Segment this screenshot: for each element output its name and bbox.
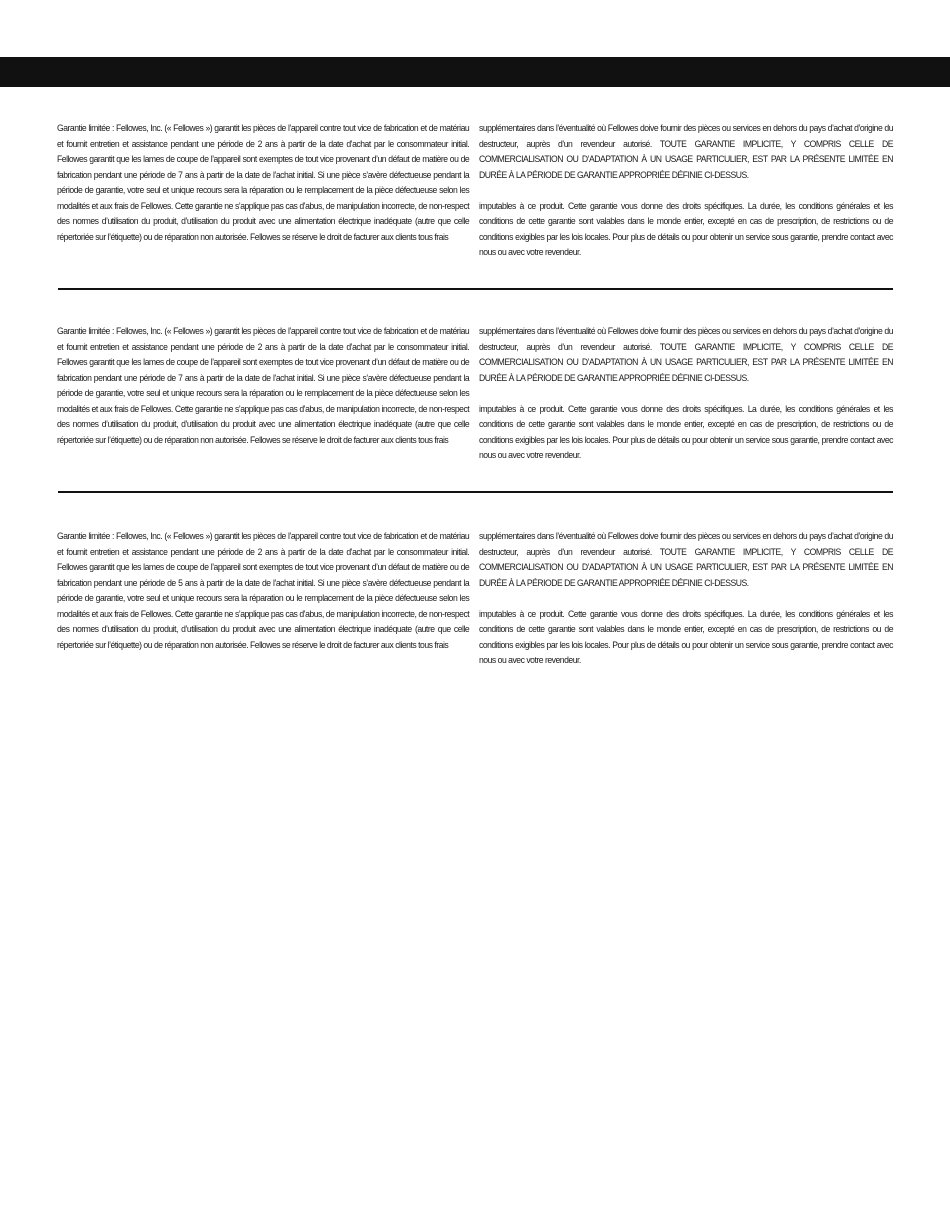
warranty-disclaimer: supplémentaires dans l’éventualité où Fellowes doive fournir des pièces ou services en dehors du pays d’achat d’origine du destructeur, auprès d’un revendeur autorisé. TOUTE GARANTIE IMPLICITE, Y COMPRIS CELLE DE COMMERCIALISATION OU D’ADAPTATION À UN USAGE PARTICULIER, EST PAR LA PRÉSENTE LIMITÉE EN DURÉE À LA PÉRIODE DE GARANTIE APPROPRIÉE DÉFINIE CI-DESSUS. [479, 326, 893, 384]
warranty-section-3 [57, 529, 893, 689]
warranty-rights: imputables à ce produit. Cette garantie vous donne des droits spécifiques. La durée, les conditions générales et les conditions de cette garantie sont valables dans le monde entier, excepté en cas de prescription, de restrictions ou de conditions exigibles par les lois locales. Pour plus de détails ou pour obtenir un service sous garantie, prendre contact avec nous ou avec votre revendeur. [479, 403, 893, 461]
warranty-section-2 [57, 324, 893, 484]
warranty-section-1 [57, 121, 893, 281]
warranty-left-column [57, 121, 469, 245]
warranty-rights: imputables à ce produit. Cette garantie vous donne des droits spécifiques. La durée, les conditions générales et les conditions de cette garantie sont valables dans le monde entier, excepté en cas de prescription, de restrictions ou de conditions exigibles par les lois locales. Pour plus de détails ou pour obtenir un service sous garantie, prendre contact avec nous ou avec votre revendeur. [479, 608, 893, 666]
warranty-paragraph: Garantie limitée : Fellowes, Inc. (« Fellowes ») garantit les pièces de l’appareil contre tout vice de fabrication et de matériau et fournit entretien et assistance pendant une période de 2 ans à partir de la date d’achat par le consommateur initial. Fellowes garantit que les lames de coupe de l’appareil sont exemptes de tout vice provenant d’un défaut de matière ou de fabrication pendant une période de 7 ans à partir de la date de l’achat initial. Si une pièce s’avère défectueuse pendant la période de garantie, votre seul et unique recours sera la réparation ou le remplacement de la pièce défectueuse selon les modalités et aux frais de Fellowes. Cette garantie ne s’applique pas cas d’abus, de manipulation incorrecte, de non-respect des normes d’utilisation du produit, d’utilisation du produit avec une alimentation électrique inadéquate (autre que celle répertoriée sur l’étiquette) ou de réparation non autorisée. Fellowes se réserve le droit de facturer aux clients tous frais [57, 326, 470, 446]
warranty-paragraph: Garantie limitée : Fellowes, Inc. (« Fellowes ») garantit les pièces de l’appareil contre tout vice de fabrication et de matériau et fournit entretien et assistance pendant une période de 2 ans à partir de la date d’achat par le consommateur initial. Fellowes garantit que les lames de coupe de l’appareil sont exemptes de tout vice provenant d’un défaut de matière ou de fabrication pendant une période de 5 ans à partir de la date de l’achat initial. Si une pièce s’avère défectueuse pendant la période de garantie, votre seul et unique recours sera la réparation ou le remplacement de la pièce défectueuse selon les modalités et aux frais de Fellowes. Cette garantie ne s’applique pas cas d’abus, de manipulation incorrecte, de non-respect des normes d’utilisation du produit, d’utilisation du produit avec une alimentation électrique inadéquate (autre que celle répertoriée sur l’étiquette) ou de réparation non autorisée. Fellowes se réserve le droit de facturer aux clients tous frais [57, 531, 470, 651]
warranty-right-column [479, 324, 893, 464]
warranty-right-column [479, 529, 893, 669]
warranty-rights: imputables à ce produit. Cette garantie vous donne des droits spécifiques. La durée, les conditions générales et les conditions de cette garantie sont valables dans le monde entier, excepté en cas de prescription, de restrictions ou de conditions exigibles par les lois locales. Pour plus de détails ou pour obtenir un service sous garantie, prendre contact avec nous ou avec votre revendeur. [479, 200, 893, 258]
warranty-left-column [57, 529, 469, 653]
header-bar [0, 57, 950, 87]
section-divider [58, 288, 893, 290]
warranty-disclaimer: supplémentaires dans l’éventualité où Fellowes doive fournir des pièces ou services en dehors du pays d’achat d’origine du destructeur, auprès d’un revendeur autorisé. TOUTE GARANTIE IMPLICITE, Y COMPRIS CELLE DE COMMERCIALISATION OU D’ADAPTATION À UN USAGE PARTICULIER, EST PAR LA PRÉSENTE LIMITÉE EN DURÉE À LA PÉRIODE DE GARANTIE APPROPRIÉE DÉFINIE CI-DESSUS. [479, 531, 893, 589]
warranty-paragraph: Garantie limitée : Fellowes, Inc. (« Fellowes ») garantit les pièces de l’appareil contre tout vice de fabrication et de matériau et fournit entretien et assistance pendant une période de 2 ans à partir de la date d’achat par le consommateur initial. Fellowes garantit que les lames de coupe de l’appareil sont exemptes de tout vice provenant d’un défaut de matière ou de fabrication pendant une période de 7 ans à partir de la date de l’achat initial. Si une pièce s’avère défectueuse pendant la période de garantie, votre seul et unique recours sera la réparation ou le remplacement de la pièce défectueuse selon les modalités et aux frais de Fellowes. Cette garantie ne s’applique pas cas d’abus, de manipulation incorrecte, de non-respect des normes d’utilisation du produit, d’utilisation du produit avec une alimentation électrique inadéquate (autre que celle répertoriée sur l’étiquette) ou de réparation non autorisée. Fellowes se réserve le droit de facturer aux clients tous frais [57, 123, 470, 243]
section-divider [58, 491, 893, 493]
warranty-disclaimer: supplémentaires dans l’éventualité où Fellowes doive fournir des pièces ou services en dehors du pays d’achat d’origine du destructeur, auprès d’un revendeur autorisé. TOUTE GARANTIE IMPLICITE, Y COMPRIS CELLE DE COMMERCIALISATION OU D’ADAPTATION À UN USAGE PARTICULIER, EST PAR LA PRÉSENTE LIMITÉE EN DURÉE À LA PÉRIODE DE GARANTIE APPROPRIÉE DÉFINIE CI-DESSUS. [479, 123, 893, 181]
warranty-left-column [57, 324, 469, 448]
warranty-right-column [479, 121, 893, 261]
